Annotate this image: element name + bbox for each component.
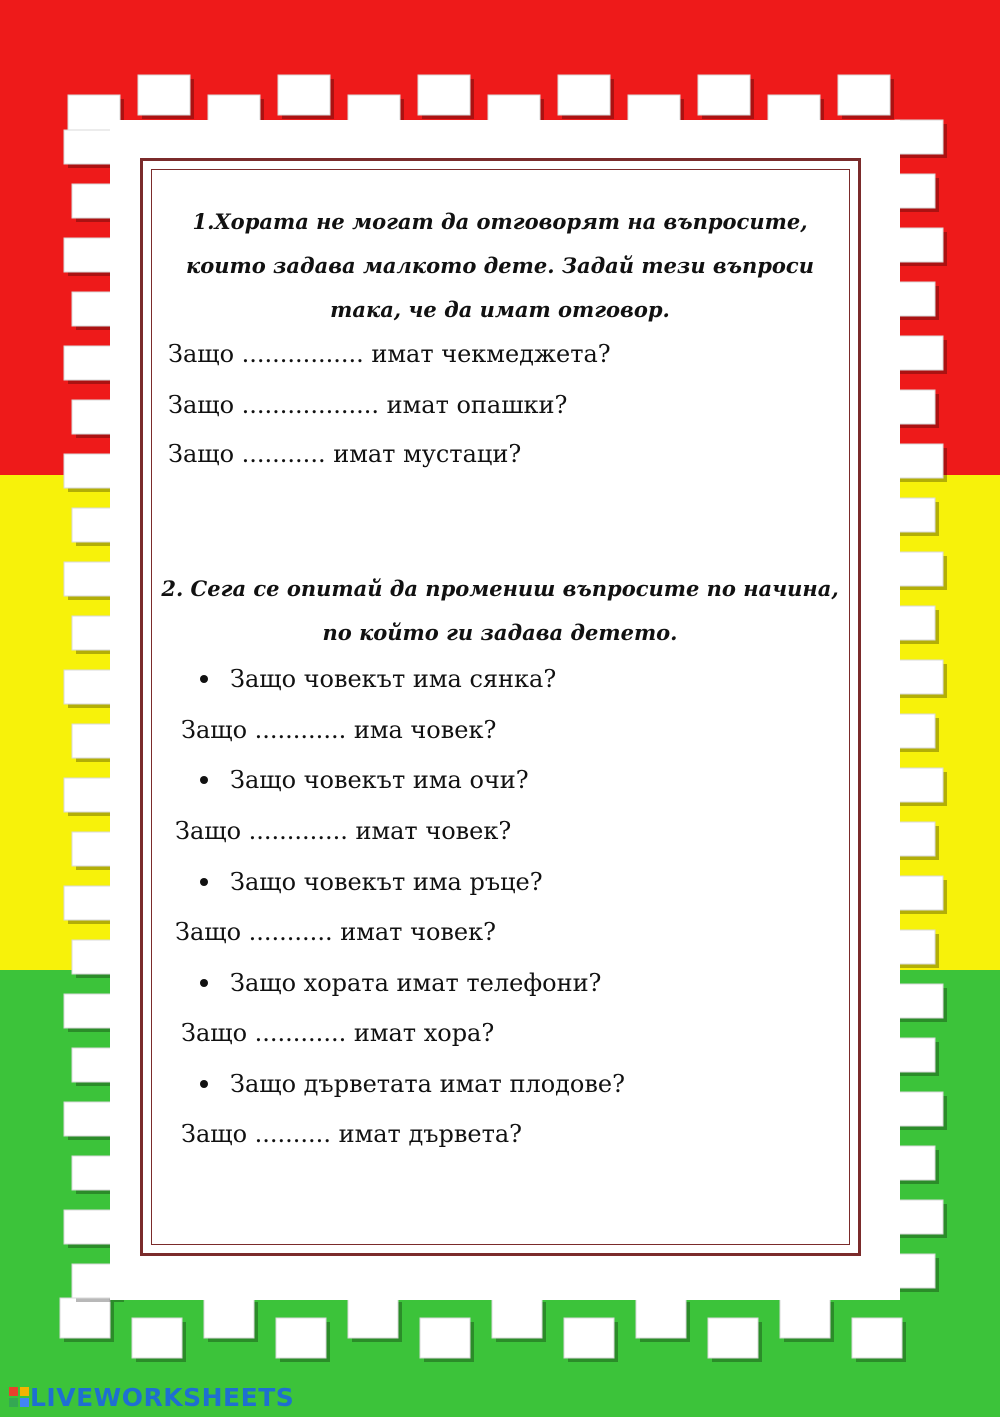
frame-brick: [895, 120, 943, 154]
task2-heading-line-2: по който ги задава детето.: [322, 620, 678, 645]
frame-brick: [852, 1318, 902, 1358]
frame-brick: [64, 670, 112, 704]
task2-bullet-text: Защо човекът има ръце?: [230, 868, 543, 896]
frame-brick: [838, 75, 890, 115]
task2-answer-2[interactable]: Защо ............. имат човек?: [175, 817, 512, 845]
frame-brick: [895, 768, 943, 802]
task2-bullet-text: Защо човекът има очи?: [230, 766, 529, 794]
frame-brick: [895, 660, 943, 694]
task1-question-3[interactable]: Защо ........... имат мустаци?: [168, 440, 522, 468]
frame-brick: [276, 1318, 326, 1358]
frame-brick: [895, 552, 943, 586]
task2-answer-5[interactable]: Защо .......... имат дървета?: [181, 1120, 523, 1148]
task1-heading-line-1: 1.Хората не могат да отговорят на въпросите,: [192, 209, 808, 234]
task2-answer-3[interactable]: Защо ........... имат човек?: [175, 918, 496, 946]
frame-brick: [895, 444, 943, 478]
task1-question-2[interactable]: Защо .................. имат опашки?: [168, 391, 568, 419]
logo-text: LIVEWORKSHEETS: [30, 1383, 295, 1412]
frame-brick: [278, 75, 330, 115]
liveworksheets-logo-icon: [8, 1385, 30, 1409]
frame-brick: [64, 994, 112, 1028]
frame-brick: [418, 75, 470, 115]
frame-brick: [64, 454, 112, 488]
frame-brick: [64, 238, 112, 272]
task2-bullet-question-2: [200, 764, 529, 796]
frame-brick: [64, 346, 112, 380]
frame-brick: [895, 876, 943, 910]
frame-brick: [64, 1102, 112, 1136]
task2-answer-4[interactable]: Защо ............ имат хора?: [181, 1019, 495, 1047]
frame-brick: [636, 1298, 686, 1338]
frame-brick: [895, 1092, 943, 1126]
task2-bullet-text: Защо човекът има сянка?: [230, 665, 557, 693]
task1-heading-line-3: така, че да имат отговор.: [330, 297, 670, 322]
task2-bullet-question-1: [200, 663, 556, 695]
task2-bullet-text: Защо хората имат телефони?: [230, 969, 602, 997]
frame-brick: [895, 984, 943, 1018]
frame-brick: [132, 1318, 182, 1358]
task2-bullet-text: Защо дърветата имат плодове?: [230, 1070, 625, 1098]
bullet-icon: [200, 776, 208, 784]
frame-brick: [564, 1318, 614, 1358]
frame-brick: [895, 336, 943, 370]
task2-answer-1[interactable]: Защо ............ има човек?: [181, 716, 497, 744]
frame-brick: [64, 562, 112, 596]
frame-brick: [64, 778, 112, 812]
task2-bullet-question-5: [200, 1068, 625, 1100]
bullet-icon: [200, 979, 208, 987]
bullet-icon: [200, 675, 208, 683]
frame-brick: [895, 1200, 943, 1234]
frame-brick: [204, 1298, 254, 1338]
bullet-icon: [200, 878, 208, 886]
frame-brick: [64, 1210, 112, 1244]
task1-question-1[interactable]: Защо ................ имат чекмеджета?: [168, 340, 611, 368]
frame-brick: [698, 75, 750, 115]
task2-bullet-question-4: [200, 967, 601, 999]
frame-brick: [492, 1298, 542, 1338]
liveworksheets-logo[interactable]: [8, 1383, 294, 1413]
frame-brick: [708, 1318, 758, 1358]
frame-brick: [780, 1298, 830, 1338]
frame-brick: [138, 75, 190, 115]
bullet-icon: [200, 1080, 208, 1088]
frame-brick: [420, 1318, 470, 1358]
task1-heading-line-2: които задава малкото дете. Задай тези въпроси: [186, 253, 814, 278]
frame-brick: [60, 1298, 110, 1338]
frame-brick: [895, 228, 943, 262]
frame-brick: [64, 886, 112, 920]
task2-heading-line-1: 2. Сега се опитай да промениш въпросите по начина,: [161, 576, 839, 601]
task2-bullet-question-3: [200, 866, 543, 898]
frame-brick: [348, 1298, 398, 1338]
frame-brick: [558, 75, 610, 115]
frame-brick: [64, 130, 112, 164]
